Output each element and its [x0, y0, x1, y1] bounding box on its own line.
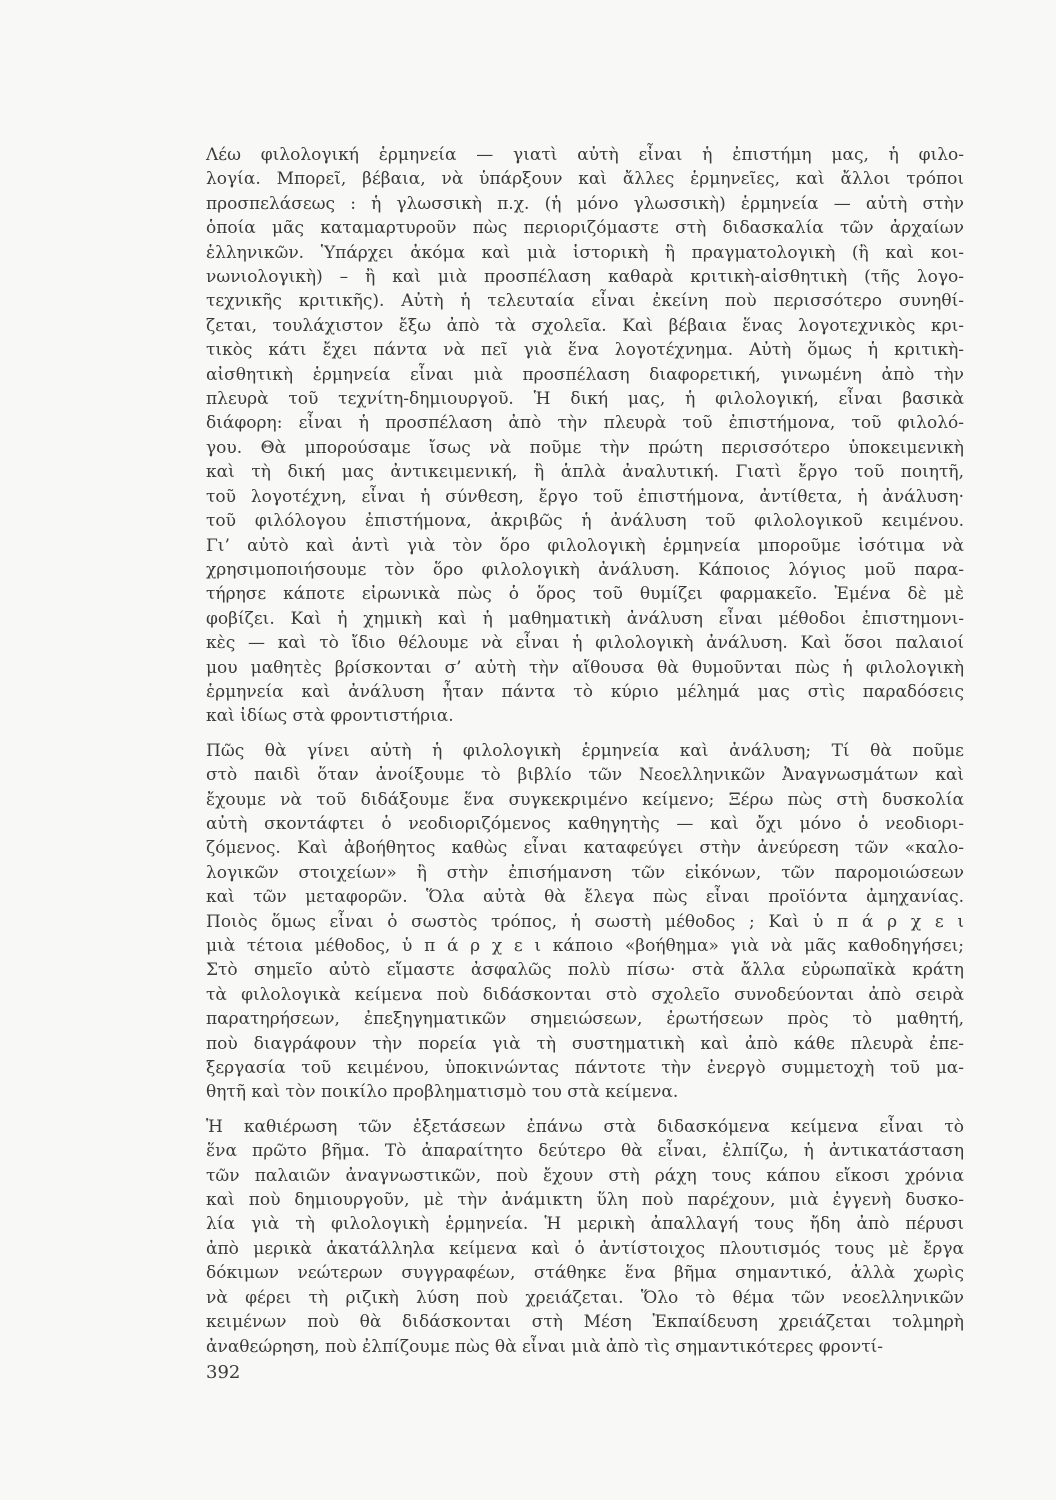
text-line: τὰ φιλολογικὰ κείμενα ποὺ διδάσκονται στὸ σχολεῖο συνοδεύονται ἀπὸ σειρὰ [206, 984, 964, 1005]
page-number: 392 [206, 1362, 241, 1383]
text-line: Ποιὸς ὅμως εἶναι ὁ σωστὸς τρόπος, ἡ σωστὴ μέθοδος ; Καὶ ὑ π ά ρ χ ε ι [206, 911, 964, 932]
text-line: Πῶς θὰ γίνει αὐτὴ ἡ φιλολογικὴ ἑρμηνεία καὶ ἀνάλυση; Τί θὰ ποῦμε [206, 740, 964, 761]
text-line: ἑλληνικῶν. Ὑπάρχει ἀκόμα καὶ μιὰ ἱστορικὴ ἢ πραγματολογικὴ (ἢ καὶ κοι- [206, 242, 964, 263]
text-line: τοῦ φιλόλογου ἐπιστήμονα, ἀκριβῶς ἡ ἀνάλυση τοῦ φιλολογικοῦ κειμένου. [206, 511, 964, 532]
text-line: νὰ φέρει τὴ ριζικὴ λύση ποὺ χρειάζεται. Ὅλο τὸ θέμα τῶν νεοελληνικῶν [206, 1287, 964, 1308]
text-line: Λέω φιλολογική ἑρμηνεία — γιατὶ αὐτὴ εἶναι ἡ ἐπιστήμη μας, ἡ φιλο- [206, 145, 964, 165]
text-line: κὲς — καὶ τὸ ἴδιο θέλουμε νὰ εἶναι ἡ φιλολογικὴ ἀνάλυση. Καὶ ὅσοι παλαιοί [206, 633, 964, 654]
text-line: μου μαθητὲς βρίσκονται σ’ αὐτὴ τὴν αἴθουσα θὰ θυμοῦνται πὼς ἡ φιλολογικὴ [206, 657, 964, 678]
paragraph [206, 1115, 964, 1359]
text-line: καὶ ποὺ δημιουργοῦν, μὲ τὴν ἀνάμικτη ὕλη ποὺ παρέχουν, μιὰ ἐγγενὴ δυσκο- [206, 1190, 964, 1211]
text-line: τήρησε κάποτε εἰρωνικὰ πὼς ὁ ὅρος τοῦ θυμίζει φαρμακεῖο. Ἐμένα δὲ μὲ [206, 584, 964, 605]
text-line: Γι’ αὐτὸ καὶ ἀντὶ γιὰ τὸν ὅρο φιλολογικὴ ἑρμηνεία μποροῦμε ἰσότιμα νὰ [206, 535, 964, 556]
body-text [206, 143, 964, 1359]
text-line: Ἡ καθιέρωση τῶν ἐξετάσεων ἐπάνω στὰ διδασκόμενα κείμενα εἶναι τὸ [206, 1116, 964, 1137]
text-line: ἑρμηνεία καὶ ἀνάλυση ἦταν πάντα τὸ κύριο μέλημά μας στὶς παραδόσεις [206, 681, 964, 702]
text-line: νωνιολογικὴ) – ἢ καὶ μιὰ προσπέλαση καθαρὰ κριτικὴ-αἰσθητικὴ (τῆς λογο- [206, 267, 964, 288]
text-line: ἀπὸ μερικὰ ἀκατάλληλα κείμενα καὶ ὁ ἀντίστοιχος πλουτισμός τους μὲ ἔργα [206, 1238, 964, 1259]
text-line: μιὰ τέτοια μέθοδος, ὑ π ά ρ χ ε ι κάποιο «βοήθημα» γιὰ νὰ μᾶς καθοδηγήσει; [206, 936, 964, 956]
text-line: ἕνα πρῶτο βῆμα. Τὸ ἀπαραίτητο δεύτερο θὰ εἶναι, ἐλπίζω, ἡ ἀντικατάσταση [206, 1141, 964, 1162]
text-line: καὶ ἰδίως στὰ φροντιστήρια. [206, 706, 454, 727]
text-line: ζεται, τουλάχιστον ἔξω ἀπὸ τὰ σχολεῖα. Καὶ βέβαια ἕνας λογοτεχνικὸς κρι- [206, 315, 964, 336]
text-line: γου. Θὰ μπορούσαμε ἴσως νὰ ποῦμε τὴν πρώτη περισσότερο ὑποκειμενικὴ [206, 437, 964, 458]
text-line: θητῆ καὶ τὸν ποικίλο προβληματισμὸ του στὰ κείμενα. [206, 1082, 679, 1103]
text-line: κειμένων ποὺ θὰ διδάσκονται στὴ Μέση Ἐκπαίδευση χρειάζεται τολμηρὴ [206, 1312, 964, 1333]
text-line: πλευρὰ τοῦ τεχνίτη-δημιουργοῦ. Ἡ δική μας, ἡ φιλολογική, εἶναι βασικὰ [206, 389, 964, 410]
text-line: αὐτὴ σκοντάφτει ὁ νεοδιοριζόμενος καθηγητὴς — καὶ ὄχι μόνο ὁ νεοδιορι- [206, 813, 964, 834]
text-line: αἰσθητικὴ ἑρμηνεία εἶναι μιὰ προσπέλαση διαφορετική, γινωμένη ἀπὸ τὴν [206, 364, 964, 385]
text-line: λογικῶν στοιχείων» ἢ στὴν ἐπισήμανση τῶν εἰκόνων, τῶν παρομοιώσεων [206, 862, 964, 883]
text-line: ἔχουμε νὰ τοῦ διδάξουμε ἕνα συγκεκριμένο κείμενο; Ξέρω πὼς στὴ δυσκολία [206, 789, 964, 810]
paragraph [206, 739, 964, 1105]
text-line: ὁποία μᾶς καταμαρτυροῦν πὼς περιοριζόμαστε στὴ διδασκαλία τῶν ἀρχαίων [206, 218, 964, 239]
paragraph [206, 143, 964, 729]
text-line: τεχνικῆς κριτικῆς). Αὐτὴ ἡ τελευταία εἶναι ἐκείνη ποὺ περισσότερο συνηθί- [206, 291, 964, 312]
text-line: ζόμενος. Καὶ ἀβοήθητος καθὼς εἶναι καταφεύγει στὴν ἀνεύρεση τῶν «καλο- [206, 838, 964, 859]
text-line: χρησιμοποιήσουμε τὸν ὅρο φιλολογικὴ ἀνάλυση. Κάποιος λόγιος μοῦ παρα- [206, 559, 964, 580]
text-line: ἀναθεώρηση, ποὺ ἐλπίζουμε πὼς θὰ εἶναι μιὰ ἀπὸ τὶς σημαντικότερες φροντί- [206, 1336, 884, 1357]
text-line: δόκιμων νεώτερων συγγραφέων, στάθηκε ἕνα βῆμα σημαντικό, ἀλλὰ χωρὶς [206, 1263, 964, 1284]
text-line: φοβίζει. Καὶ ἡ χημικὴ καὶ ἡ μαθηματικὴ ἀνάλυση εἶναι μέθοδοι ἐπιστημονι- [206, 608, 964, 629]
text-line: προσπελάσεως : ἡ γλωσσικὴ π.χ. (ἡ μόνο γλωσσικὴ) ἑρμηνεία — αὐτὴ στὴν [206, 193, 964, 214]
text-line: λία γιὰ τὴ φιλολογικὴ ἑρμηνεία. Ἡ μερικὴ ἀπαλλαγή τους ἤδη ἀπὸ πέρυσι [206, 1214, 964, 1235]
text-line: τικὸς κάτι ἔχει πάντα νὰ πεῖ γιὰ ἕνα λογοτέχνημα. Αὐτὴ ὅμως ἡ κριτικὴ- [206, 340, 964, 361]
text-line: τοῦ λογοτέχνη, εἶναι ἡ σύνθεση, ἔργο τοῦ ἐπιστήμονα, ἀντίθετα, ἡ ἀνάλυση· [206, 486, 964, 507]
text-line: καὶ τὴ δική μας ἀντικειμενική, ἢ ἁπλὰ ἀναλυτική. Γιατὶ ἔργο τοῦ ποιητῆ, [206, 462, 964, 483]
text-line: τῶν παλαιῶν ἀναγνωστικῶν, ποὺ ἔχουν στὴ ράχη τους κάπου εἴκοσι χρόνια [206, 1165, 964, 1186]
text-line: στὸ παιδὶ ὅταν ἀνοίξουμε τὸ βιβλίο τῶν Νεοελληνικῶν Ἀναγνωσμάτων καὶ [206, 765, 964, 786]
text-line: ποὺ διαγράφουν τὴν πορεία γιὰ τὴ συστηματικὴ καὶ ἀπὸ κάθε πλευρὰ ἐπε- [206, 1033, 964, 1054]
text-line: ξεργασία τοῦ κειμένου, ὑποκινώντας πάντοτε τὴν ἐνεργὸ συμμετοχὴ τοῦ μα- [206, 1058, 964, 1079]
text-line: Στὸ σημεῖο αὐτὸ εἴμαστε ἀσφαλῶς πολὺ πίσω· στὰ ἄλλα εὐρωπαϊκὰ κράτη [206, 960, 964, 981]
text-line: λογία. Μπορεῖ, βέβαια, νὰ ὑπάρξουν καὶ ἄλλες ἑρμηνεῖες, καὶ ἄλλοι τρόποι [206, 169, 964, 190]
text-line: παρατηρήσεων, ἐπεξηγηματικῶν σημειώσεων, ἐρωτήσεων πρὸς τὸ μαθητή, [206, 1009, 964, 1030]
text-line: καὶ τῶν μεταφορῶν. Ὅλα αὐτὰ θὰ ἔλεγα πὼς εἶναι προϊόντα ἀμηχανίας. [206, 887, 964, 908]
text-line: διάφορη: εἶναι ἡ προσπέλαση ἀπὸ τὴν πλευρὰ τοῦ ἐπιστήμονα, τοῦ φιλολό- [206, 413, 964, 434]
